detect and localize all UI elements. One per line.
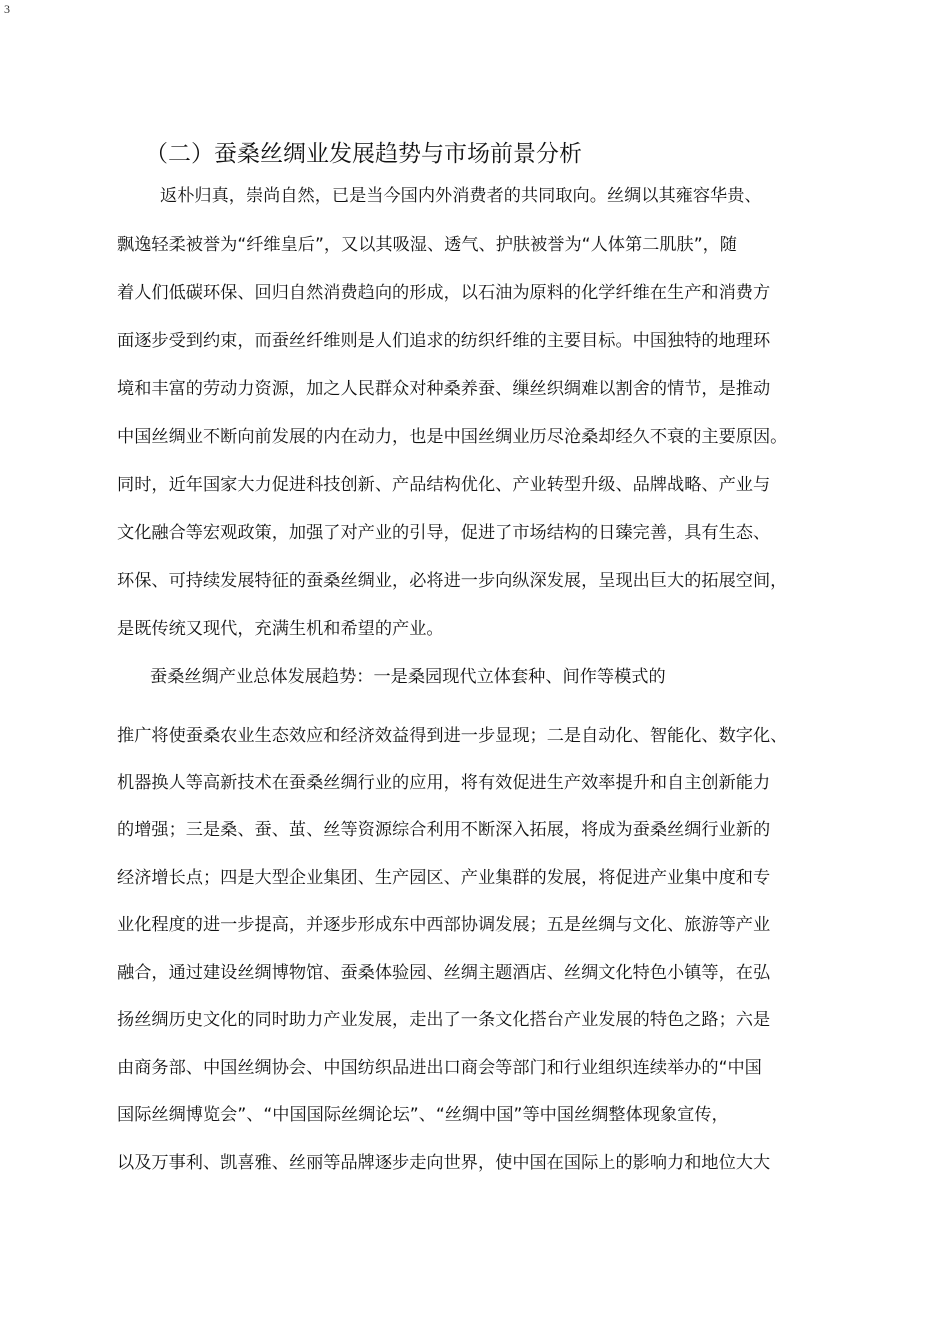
paragraph-line: 经济增长点；四是大型企业集团、生产园区、产业集群的发展，将促进产业集中度和专	[117, 868, 771, 888]
paragraph-line: 扬丝绸历史文化的同时助力产业发展，走出了一条文化搭台产业发展的特色之路；六是	[117, 1010, 771, 1030]
paragraph-line: 以及万事利、凯喜雅、丝丽等品牌逐步走向世界，使中国在国际上的影响力和地位大大	[117, 1153, 771, 1173]
section-heading: （二）蚕桑丝绸业发展趋势与市场前景分析	[145, 141, 582, 167]
paragraph-line: 返朴归真，崇尚自然，已是当今国内外消费者的共同取向。丝绸以其雍容华贵、	[160, 186, 762, 206]
paragraph-line: 文化融合等宏观政策，加强了对产业的引导，促进了市场结构的日臻完善，具有生态、	[117, 523, 771, 543]
paragraph-line: 融合，通过建设丝绸博物馆、蚕桑体验园、丝绸主题酒店、丝绸文化特色小镇等，在弘	[117, 963, 771, 983]
paragraph-line: 蚕桑丝绸产业总体发展趋势：一是桑园现代立体套种、间作等模式的	[150, 667, 666, 687]
paragraph-line: 的增强；三是桑、蚕、茧、丝等资源综合利用不断深入拓展，将成为蚕桑丝绸行业新的	[117, 820, 771, 840]
paragraph-line: 飘逸轻柔被誉为“纤维皇后”，又以其吸湿、透气、护肤被誉为“人体第二肌肤”，随	[117, 235, 737, 255]
paragraph-line: 是既传统又现代，充满生机和希望的产业。	[117, 619, 444, 639]
paragraph-line: 业化程度的进一步提高，并逐步形成东中西部协调发展；五是丝绸与文化、旅游等产业	[117, 915, 771, 935]
paragraph-line: 机器换人等高新技术在蚕桑丝绸行业的应用，将有效促进生产效率提升和自主创新能力	[117, 773, 771, 793]
paragraph-line: 着人们低碳环保、回归自然消费趋向的形成，以石油为原料的化学纤维在生产和消费方	[117, 283, 771, 303]
paragraph-line: 面逐步受到约束，而蚕丝纤维则是人们追求的纺织纤维的主要目标。中国独特的地理环	[117, 331, 771, 351]
paragraph-line: 中国丝绸业不断向前发展的内在动力，也是中国丝绸业历尽沧桑却经久不衰的主要原因。	[117, 427, 788, 447]
paragraph-line: 境和丰富的劳动力资源，加之人民群众对种桑养蚕、缫丝织绸难以割舍的情节，是推动	[117, 379, 771, 399]
paragraph-line: 由商务部、中国丝绸协会、中国纺织品进出口商会等部门和行业组织连续举办的“中国	[117, 1058, 762, 1078]
paragraph-line: 环保、可持续发展特征的蚕桑丝绸业，必将进一步向纵深发展，呈现出巨大的拓展空间，	[117, 571, 788, 591]
paragraph-line: 国际丝绸博览会”、“中国国际丝绸论坛”、“丝绸中国”等中国丝绸整体现象宣传，	[117, 1105, 729, 1125]
page-number: 3	[4, 2, 10, 16]
paragraph-line: 推广将使蚕桑农业生态效应和经济效益得到进一步显现；二是自动化、智能化、数字化、	[117, 726, 788, 746]
paragraph-line: 同时，近年国家大力促进科技创新、产品结构优化、产业转型升级、品牌战略、产业与	[117, 475, 771, 495]
